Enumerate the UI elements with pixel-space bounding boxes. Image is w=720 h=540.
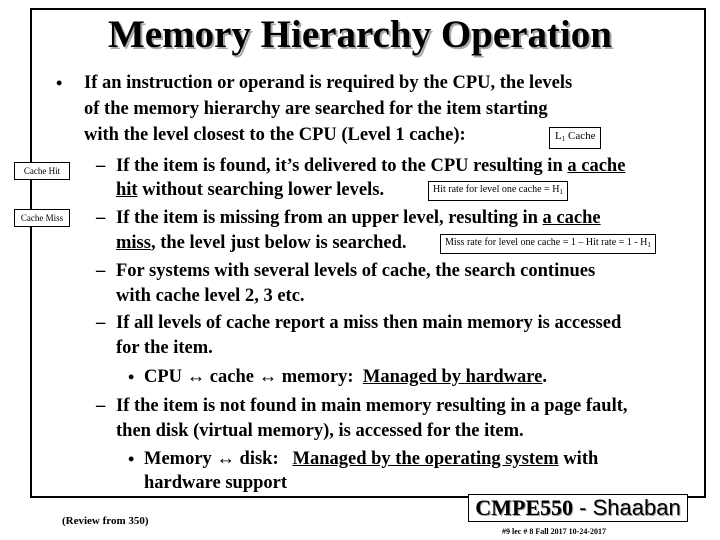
hit-dash: – [96, 156, 106, 176]
cpu-cache-memory-line: CPU ↔ cache ↔ memory: Managed by hardware. [144, 367, 548, 387]
cache-hit-label: Cache Hit [14, 162, 70, 180]
intro-line-1: If an instruction or operand is required by the CPU, the levels [84, 73, 573, 93]
slide-info: #9 lec # 8 Fall 2017 10-24-2017 [502, 527, 606, 536]
slide-title: Memory Hierarchy Operation [108, 13, 612, 56]
memory-bullet: • [128, 449, 135, 469]
hit-line-2: hit without searching lower levels. [116, 180, 385, 200]
miss-line-2: miss, the level just below is searched. [116, 233, 407, 253]
intro-line-3: with the level closest to the CPU (Level 1 cache): [84, 125, 466, 145]
systems-dash: – [96, 261, 106, 281]
notfound-line-1: If the item is not found in main memory resulting in a page fault, [116, 396, 628, 416]
miss-rate-box: Miss rate for level one cache = 1 – Hit rate = $1 - H_1$ [440, 234, 656, 254]
systems-line-1: For systems with several levels of cache, the search continues [116, 261, 596, 281]
course-brand: CMPE550 - Shaaban [468, 494, 688, 522]
review-note: (Review from 350) [62, 515, 149, 527]
allmiss-line-2: for the item. [116, 338, 213, 358]
miss-dash: – [96, 208, 106, 228]
hit-rate-box: Hit rate for level one cache = $H_1$ [428, 181, 568, 201]
notfound-dash: – [96, 396, 106, 416]
memory-disk-line: Memory ↔ disk: Managed by the operating system with [144, 449, 599, 469]
allmiss-line-1: If all levels of cache report a miss then main memory is accessed [116, 313, 622, 333]
intro-line-2: of the memory hierarchy are searched for the item starting [84, 99, 548, 119]
systems-line-2: with cache level 2, 3 etc. [116, 286, 305, 306]
cpu-bullet: • [128, 367, 135, 387]
hit-line-1: If the item is found, it’s delivered to the CPU resulting in a cache [116, 156, 626, 176]
cache-miss-label: Cache Miss [14, 209, 70, 227]
notfound-line-2: then disk (virtual memory), is accessed for the item. [116, 421, 524, 441]
l1-cache-box: $L_1$ Cache [549, 127, 601, 149]
intro-bullet: • [56, 73, 63, 93]
allmiss-dash: – [96, 313, 106, 333]
miss-line-1: If the item is missing from an upper level, resulting in a cache [116, 208, 601, 228]
memory-disk-line-2: hardware support [144, 473, 288, 493]
